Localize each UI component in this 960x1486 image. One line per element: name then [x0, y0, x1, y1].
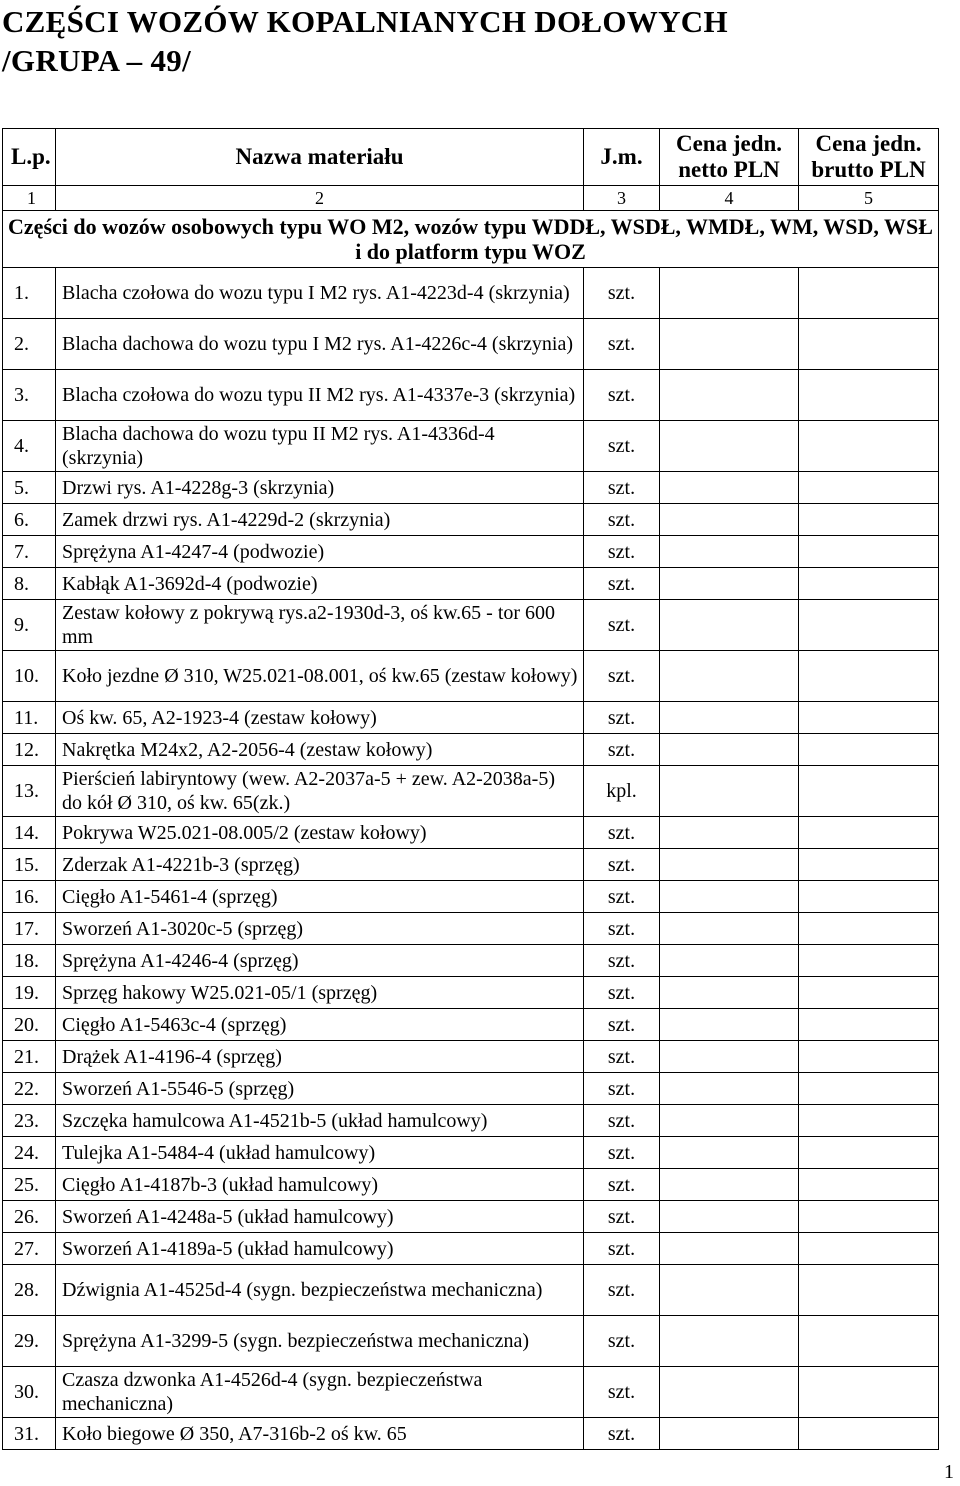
item-number: 13.: [3, 766, 56, 817]
item-price-netto: [660, 766, 799, 817]
item-name: Drzwi rys. A1-4228g-3 (skrzynia): [56, 472, 584, 504]
item-unit: kpl.: [584, 766, 660, 817]
item-price-netto: [660, 1367, 799, 1418]
item-name: Zderzak A1-4221b-3 (sprzęg): [56, 849, 584, 881]
item-price-netto: [660, 370, 799, 421]
item-price-brutto: [799, 1169, 939, 1201]
document-title: [2, 2, 728, 80]
table-row: [3, 702, 939, 734]
title-line-1: CZĘŚCI WOZÓW KOPALNIANYCH DOŁOWYCH: [2, 4, 728, 39]
item-price-netto: [660, 1137, 799, 1169]
table-row: [3, 600, 939, 651]
item-name: Sworzeń A1-3020c-5 (sprzęg): [56, 913, 584, 945]
column-number: 2: [56, 186, 584, 211]
item-number: 15.: [3, 849, 56, 881]
item-price-netto: [660, 421, 799, 472]
item-number: 14.: [3, 817, 56, 849]
item-unit: szt.: [584, 977, 660, 1009]
item-number: 18.: [3, 945, 56, 977]
header-unit: J.m.: [584, 129, 660, 186]
item-number: 5.: [3, 472, 56, 504]
item-price-brutto: [799, 1009, 939, 1041]
column-number: 3: [584, 186, 660, 211]
table-row: [3, 1009, 939, 1041]
item-price-brutto: [799, 817, 939, 849]
header-brutto: Cena jedn. brutto PLN: [799, 129, 939, 186]
table-row: [3, 734, 939, 766]
item-number: 3.: [3, 370, 56, 421]
item-name: Kabłąk A1-3692d-4 (podwozie): [56, 568, 584, 600]
item-price-netto: [660, 1041, 799, 1073]
item-number: 8.: [3, 568, 56, 600]
item-price-netto: [660, 1105, 799, 1137]
item-price-brutto: [799, 421, 939, 472]
item-price-netto: [660, 319, 799, 370]
table-row: [3, 1418, 939, 1450]
item-number: 7.: [3, 536, 56, 568]
item-unit: szt.: [584, 1233, 660, 1265]
item-price-netto: [660, 268, 799, 319]
item-unit: szt.: [584, 1169, 660, 1201]
item-price-netto: [660, 536, 799, 568]
item-number: 23.: [3, 1105, 56, 1137]
table-row: [3, 1201, 939, 1233]
item-price-brutto: [799, 319, 939, 370]
table-row: [3, 568, 939, 600]
header-netto: Cena jedn. netto PLN: [660, 129, 799, 186]
item-price-netto: [660, 1073, 799, 1105]
header-name: Nazwa materiału: [56, 129, 584, 186]
item-price-brutto: [799, 702, 939, 734]
item-price-netto: [660, 1201, 799, 1233]
item-price-netto: [660, 977, 799, 1009]
table-row: [3, 1073, 939, 1105]
header-lp: L.p.: [3, 129, 56, 186]
table-row: [3, 1367, 939, 1418]
item-unit: szt.: [584, 472, 660, 504]
item-price-netto: [660, 1418, 799, 1450]
item-number: 24.: [3, 1137, 56, 1169]
item-price-brutto: [799, 268, 939, 319]
item-price-brutto: [799, 734, 939, 766]
table-row: [3, 766, 939, 817]
item-number: 30.: [3, 1367, 56, 1418]
item-name: Oś kw. 65, A2-1923-4 (zestaw kołowy): [56, 702, 584, 734]
item-number: 25.: [3, 1169, 56, 1201]
table-row: [3, 945, 939, 977]
table-row: [3, 849, 939, 881]
item-name: Dźwignia A1-4525d-4 (sygn. bezpieczeństwa mechaniczna): [56, 1265, 584, 1316]
item-unit: szt.: [584, 1418, 660, 1450]
item-name: Sprężyna A1-4247-4 (podwozie): [56, 536, 584, 568]
table-row: [3, 536, 939, 568]
table-row: [3, 268, 939, 319]
column-numbers-row: [3, 186, 939, 211]
table-row: [3, 1265, 939, 1316]
item-price-netto: [660, 945, 799, 977]
item-price-netto: [660, 702, 799, 734]
column-number: 5: [799, 186, 939, 211]
item-number: 6.: [3, 504, 56, 536]
table-row: [3, 1233, 939, 1265]
item-price-netto: [660, 913, 799, 945]
item-price-brutto: [799, 766, 939, 817]
item-name: Sprzęg hakowy W25.021-05/1 (sprzęg): [56, 977, 584, 1009]
item-unit: szt.: [584, 1137, 660, 1169]
title-line-2: /GRUPA – 49/: [2, 43, 192, 78]
item-number: 12.: [3, 734, 56, 766]
item-price-brutto: [799, 1105, 939, 1137]
table-row: [3, 817, 939, 849]
item-name: Zestaw kołowy z pokrywą rys.a2-1930d-3, oś kw.65 - tor 600 mm: [56, 600, 584, 651]
item-price-brutto: [799, 370, 939, 421]
item-unit: szt.: [584, 319, 660, 370]
item-unit: szt.: [584, 536, 660, 568]
table-row: [3, 881, 939, 913]
item-unit: szt.: [584, 1009, 660, 1041]
item-price-brutto: [799, 945, 939, 977]
item-price-brutto: [799, 1418, 939, 1450]
item-name: Szczęka hamulcowa A1-4521b-5 (układ hamulcowy): [56, 1105, 584, 1137]
item-price-netto: [660, 849, 799, 881]
table-row: [3, 1169, 939, 1201]
table-row: [3, 1316, 939, 1367]
item-number: 9.: [3, 600, 56, 651]
item-unit: szt.: [584, 600, 660, 651]
item-price-brutto: [799, 536, 939, 568]
item-price-brutto: [799, 881, 939, 913]
item-name: Cięgło A1-4187b-3 (układ hamulcowy): [56, 1169, 584, 1201]
item-price-netto: [660, 504, 799, 536]
item-unit: szt.: [584, 702, 660, 734]
item-name: Blacha czołowa do wozu typu I M2 rys. A1-4223d-4 (skrzynia): [56, 268, 584, 319]
header-row: [3, 129, 939, 186]
item-name: Cięgło A1-5461-4 (sprzęg): [56, 881, 584, 913]
item-name: Pierścień labiryntowy (wew. A2-2037a-5 + zew. A2-2038a-5) do kół Ø 310, oś kw. 65(zk.): [56, 766, 584, 817]
item-price-brutto: [799, 1233, 939, 1265]
section-row: [3, 211, 939, 268]
item-unit: szt.: [584, 1105, 660, 1137]
item-unit: szt.: [584, 651, 660, 702]
item-name: Drążek A1-4196-4 (sprzęg): [56, 1041, 584, 1073]
table-row: [3, 504, 939, 536]
item-price-netto: [660, 600, 799, 651]
table-row: [3, 370, 939, 421]
table-row: [3, 421, 939, 472]
table-row: [3, 913, 939, 945]
item-name: Blacha dachowa do wozu typu II M2 rys. A1-4336d-4 (skrzynia): [56, 421, 584, 472]
item-price-netto: [660, 1233, 799, 1265]
item-unit: szt.: [584, 1041, 660, 1073]
table-row: [3, 977, 939, 1009]
item-name: Blacha dachowa do wozu typu I M2 rys. A1-4226c-4 (skrzynia): [56, 319, 584, 370]
item-name: Nakrętka M24x2, A2-2056-4 (zestaw kołowy): [56, 734, 584, 766]
item-number: 17.: [3, 913, 56, 945]
item-price-brutto: [799, 1073, 939, 1105]
item-price-brutto: [799, 472, 939, 504]
item-unit: szt.: [584, 881, 660, 913]
item-name: Pokrywa W25.021-08.005/2 (zestaw kołowy): [56, 817, 584, 849]
item-name: Sworzeń A1-4248a-5 (układ hamulcowy): [56, 1201, 584, 1233]
item-number: 31.: [3, 1418, 56, 1450]
item-number: 21.: [3, 1041, 56, 1073]
item-name: Zamek drzwi rys. A1-4229d-2 (skrzynia): [56, 504, 584, 536]
item-price-brutto: [799, 1137, 939, 1169]
item-price-brutto: [799, 849, 939, 881]
items-body: [3, 268, 939, 1450]
item-price-netto: [660, 651, 799, 702]
item-number: 11.: [3, 702, 56, 734]
item-name: Koło jezdne Ø 310, W25.021-08.001, oś kw.65 (zestaw kołowy): [56, 651, 584, 702]
item-price-brutto: [799, 1367, 939, 1418]
item-price-netto: [660, 568, 799, 600]
item-price-netto: [660, 1316, 799, 1367]
item-number: 27.: [3, 1233, 56, 1265]
item-price-netto: [660, 734, 799, 766]
parts-table: [2, 128, 939, 1450]
item-number: 1.: [3, 268, 56, 319]
item-number: 19.: [3, 977, 56, 1009]
item-name: Blacha czołowa do wozu typu II M2 rys. A1-4337e-3 (skrzynia): [56, 370, 584, 421]
item-number: 29.: [3, 1316, 56, 1367]
item-number: 28.: [3, 1265, 56, 1316]
item-number: 2.: [3, 319, 56, 370]
item-price-netto: [660, 1009, 799, 1041]
column-number: 1: [3, 186, 56, 211]
item-number: 4.: [3, 421, 56, 472]
item-number: 10.: [3, 651, 56, 702]
table-row: [3, 1041, 939, 1073]
item-price-brutto: [799, 600, 939, 651]
item-unit: szt.: [584, 734, 660, 766]
item-price-netto: [660, 1169, 799, 1201]
item-unit: szt.: [584, 370, 660, 421]
item-unit: szt.: [584, 1316, 660, 1367]
item-name: Koło biegowe Ø 350, A7-316b-2 oś kw. 65: [56, 1418, 584, 1450]
table-row: [3, 319, 939, 370]
item-price-brutto: [799, 651, 939, 702]
page-number: 1: [944, 1461, 954, 1483]
item-price-brutto: [799, 1041, 939, 1073]
item-name: Cięgło A1-5463c-4 (sprzęg): [56, 1009, 584, 1041]
item-number: 20.: [3, 1009, 56, 1041]
item-name: Czasza dzwonka A1-4526d-4 (sygn. bezpieczeństwa mechaniczna): [56, 1367, 584, 1418]
item-name: Sworzeń A1-4189a-5 (układ hamulcowy): [56, 1233, 584, 1265]
item-name: Tulejka A1-5484-4 (układ hamulcowy): [56, 1137, 584, 1169]
item-price-netto: [660, 881, 799, 913]
item-price-brutto: [799, 977, 939, 1009]
section-title: Części do wozów osobowych typu WO M2, wozów typu WDDŁ, WSDŁ, WMDŁ, WM, WSD, WSŁ i do platform typu WOZ: [3, 211, 939, 268]
item-unit: szt.: [584, 268, 660, 319]
item-price-brutto: [799, 568, 939, 600]
item-price-netto: [660, 472, 799, 504]
item-price-netto: [660, 1265, 799, 1316]
item-unit: szt.: [584, 913, 660, 945]
item-number: 16.: [3, 881, 56, 913]
item-unit: szt.: [584, 849, 660, 881]
table-row: [3, 472, 939, 504]
item-name: Sworzeń A1-5546-5 (sprzęg): [56, 1073, 584, 1105]
column-number: 4: [660, 186, 799, 211]
item-price-brutto: [799, 1316, 939, 1367]
table-row: [3, 1105, 939, 1137]
item-unit: szt.: [584, 945, 660, 977]
item-name: Sprężyna A1-4246-4 (sprzęg): [56, 945, 584, 977]
item-unit: szt.: [584, 421, 660, 472]
item-number: 26.: [3, 1201, 56, 1233]
item-price-brutto: [799, 913, 939, 945]
item-price-netto: [660, 817, 799, 849]
item-unit: szt.: [584, 1073, 660, 1105]
item-price-brutto: [799, 1201, 939, 1233]
item-unit: szt.: [584, 504, 660, 536]
item-unit: szt.: [584, 1367, 660, 1418]
item-unit: szt.: [584, 1265, 660, 1316]
item-name: Sprężyna A1-3299-5 (sygn. bezpieczeństwa mechaniczna): [56, 1316, 584, 1367]
item-number: 22.: [3, 1073, 56, 1105]
item-unit: szt.: [584, 817, 660, 849]
item-unit: szt.: [584, 1201, 660, 1233]
item-price-brutto: [799, 504, 939, 536]
table-row: [3, 1137, 939, 1169]
item-price-brutto: [799, 1265, 939, 1316]
table-row: [3, 651, 939, 702]
item-unit: szt.: [584, 568, 660, 600]
